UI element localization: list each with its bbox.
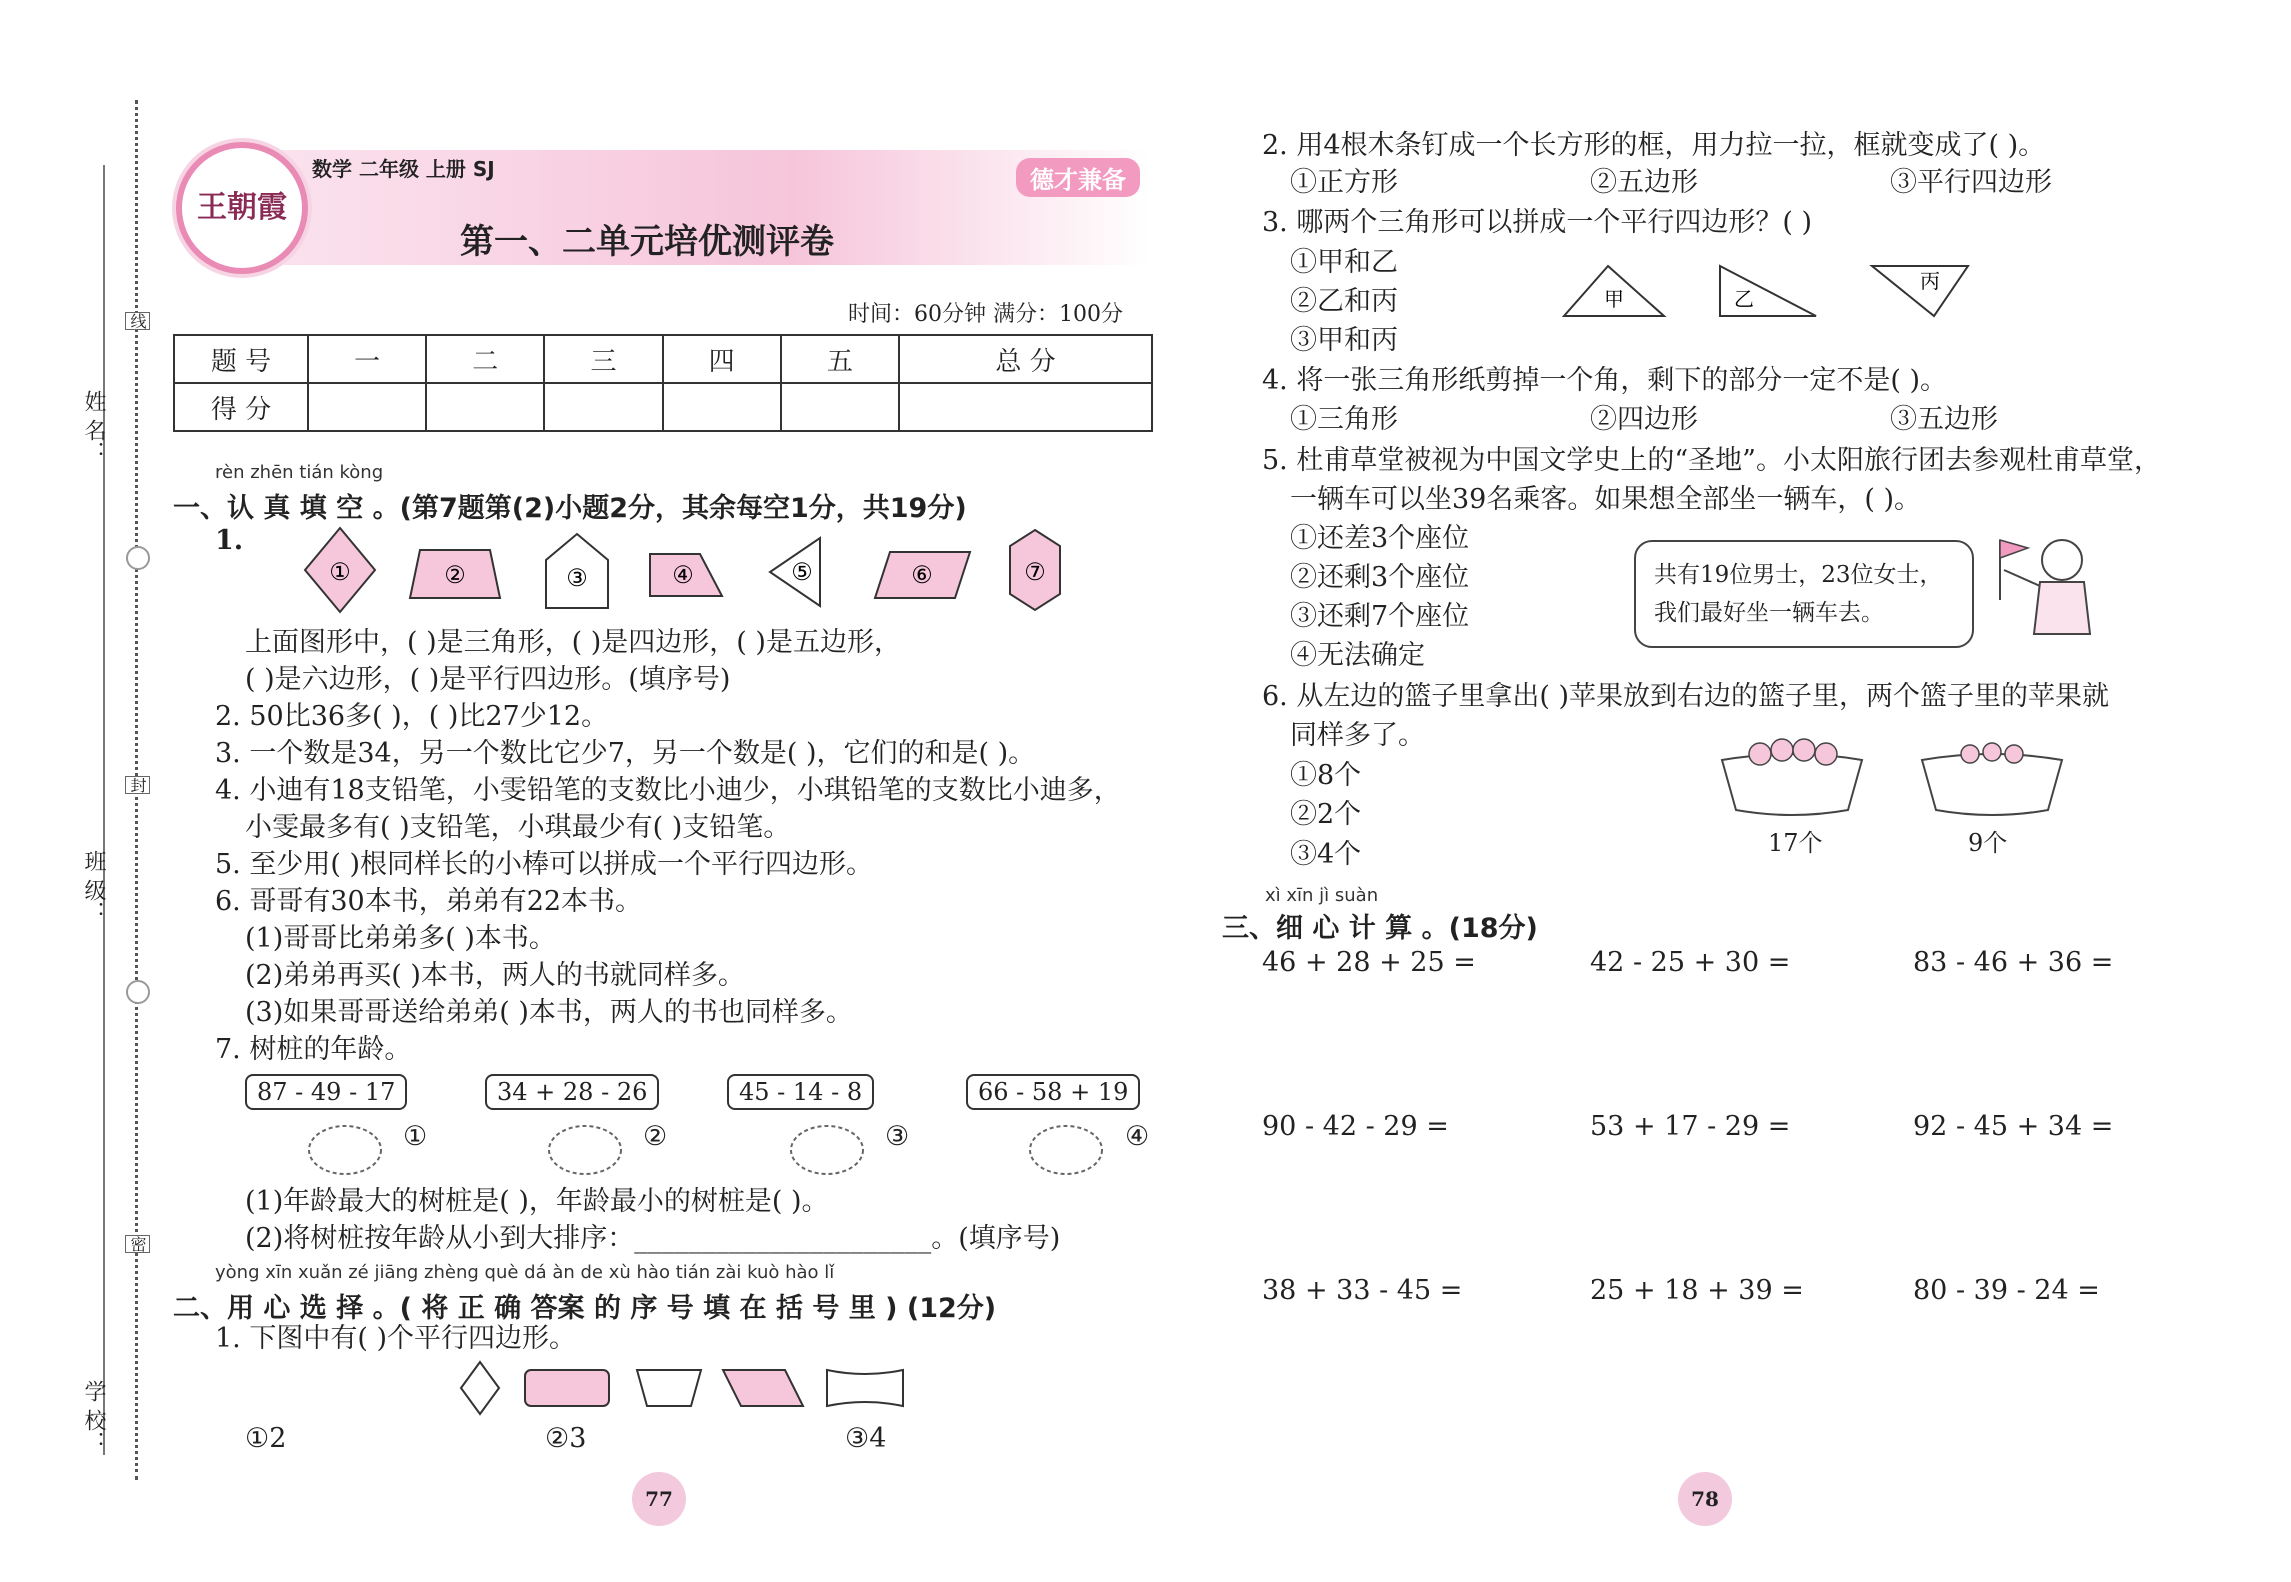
score-header: 三	[544, 335, 662, 383]
sec3-pinyin: xì xīn jì suàn	[1265, 885, 1379, 906]
xian-mark: 线	[125, 312, 150, 330]
page-title: 第一、二单元培优测评卷	[460, 222, 834, 262]
page-number-left: 77	[632, 1472, 686, 1526]
stump-expression: 66 - 58 + 19	[966, 1074, 1140, 1110]
sec1-title: 一、认 真 填 空 。(第7题第(2)小题2分，其余每空1分，共19分)	[173, 493, 967, 524]
subject-line: 数学 二年级 上册 SJ	[312, 157, 495, 181]
score-cell[interactable]	[544, 383, 662, 431]
c3-option[interactable]: ②乙和丙	[1290, 286, 1398, 317]
c5-option[interactable]: ①还差3个座位	[1290, 523, 1470, 554]
c3-stem: 3. 哪两个三角形可以拼成一个平行四边形？( )	[1262, 207, 1812, 238]
sec1-pinyin: rèn zhēn tián kòng	[215, 462, 384, 483]
guide-character-icon	[1980, 530, 2120, 640]
calc-problem: 25 + 18 + 39 =	[1590, 1275, 1804, 1306]
bubble-line: 我们最好坐一辆车去。	[1654, 600, 1884, 626]
binding-hole	[126, 980, 150, 1004]
speech-bubble	[1634, 540, 1974, 648]
c4-option[interactable]: ③五边形	[1890, 404, 1998, 435]
stump-mark: ②	[643, 1121, 668, 1152]
triangle-label: 甲	[1604, 287, 1624, 311]
shape-label: ③	[566, 564, 588, 592]
score-cell[interactable]	[426, 383, 544, 431]
c5-option[interactable]: ③还剩7个座位	[1290, 601, 1470, 632]
c6-option[interactable]: ②2个	[1290, 799, 1362, 830]
score-header: 一	[308, 335, 426, 383]
c6-stem-1: 6. 从左边的篮子里拿出( )苹果放到右边的篮子里，两个篮子里的苹果就	[1262, 681, 2109, 712]
score-header: 四	[663, 335, 781, 383]
calc-problem: 80 - 39 - 24 =	[1913, 1275, 2100, 1306]
sec3-title: 三、细 心 计 算 。(18分)	[1222, 913, 1538, 944]
page-number-right: 78	[1678, 1472, 1732, 1526]
q7-b: (2)将树桩按年龄从小到大排序：______________________。(填序号)	[245, 1223, 1061, 1254]
calc-problem: 92 - 45 + 34 =	[1913, 1111, 2114, 1142]
q1-shapes	[290, 520, 1090, 620]
triangle-label: 乙	[1734, 287, 1754, 311]
feng-mark: 封	[125, 776, 150, 794]
stump-expression: 45 - 14 - 8	[727, 1074, 874, 1110]
score-cell[interactable]	[899, 383, 1152, 431]
score-cell[interactable]	[781, 383, 899, 431]
class-label: 班 级：	[81, 850, 106, 923]
name-field[interactable]	[102, 165, 106, 375]
q6-a: (1)哥哥比弟弟多( )本书。	[245, 923, 556, 954]
c5-option[interactable]: ②还剩3个座位	[1290, 562, 1470, 593]
c6-stem-2: 同样多了。	[1290, 720, 1425, 751]
mi-mark: 密	[125, 1235, 150, 1253]
score-cell[interactable]	[663, 383, 781, 431]
c2-stem: 2. 用4根木条钉成一个长方形的框，用力拉一拉，框就变成了( )。	[1262, 130, 2046, 161]
stump-expression: 87 - 49 - 17	[245, 1074, 407, 1110]
calc-problem: 46 + 28 + 25 =	[1262, 947, 1476, 978]
c5-stem-2: 一辆车可以坐39名乘客。如果想全部坐一辆车，( )。	[1290, 484, 1922, 515]
shape-label: ⑤	[791, 558, 813, 586]
score-header: 题 号	[174, 335, 308, 383]
basket-label: 17个	[1768, 829, 1823, 857]
stump-expression: 34 + 28 - 26	[485, 1074, 659, 1110]
c4-option[interactable]: ①三角形	[1290, 404, 1398, 435]
c1-option[interactable]: ①2	[245, 1423, 287, 1454]
score-row-label: 得 分	[174, 383, 308, 431]
bubble-line: 共有19位男士，23位女士，	[1654, 562, 1943, 588]
stump-mark: ④	[1125, 1121, 1150, 1152]
calc-problem: 83 - 46 + 36 =	[1913, 947, 2114, 978]
q6-c: (3)如果哥哥送给弟弟( )本书，两人的书也同样多。	[245, 997, 853, 1028]
logo-seal: 王朝霞	[176, 142, 308, 274]
shape-label: ②	[444, 561, 466, 589]
score-header: 五	[781, 335, 899, 383]
c1-shapes	[455, 1358, 915, 1418]
calc-problem: 90 - 42 - 29 =	[1262, 1111, 1449, 1142]
c2-option[interactable]: ①正方形	[1290, 167, 1398, 198]
sec2-title: 二、用 心 选 择 。( 将 正 确 答案 的 序 号 填 在 括 号 里 ) (12分)	[173, 1293, 997, 1324]
q4-line2: 小雯最多有( )支铅笔，小琪最少有( )支铅笔。	[245, 812, 791, 843]
binding-hole	[126, 546, 150, 570]
c2-option[interactable]: ②五边形	[1590, 167, 1698, 198]
q5: 5. 至少用( )根同样长的小棒可以拼成一个平行四边形。	[215, 849, 873, 880]
shape-label: ⑥	[911, 561, 933, 589]
score-header: 总 分	[899, 335, 1152, 383]
q3: 3. 一个数是34，另一个数比它少7，另一个数是( )，它们的和是( )。	[215, 738, 1036, 769]
c1-option[interactable]: ③4	[845, 1423, 887, 1454]
badge: 德才兼备	[1016, 158, 1140, 197]
shape-label: ④	[672, 561, 694, 589]
score-cell[interactable]	[308, 383, 426, 431]
basket-label: 9个	[1968, 829, 2008, 857]
calc-problem: 38 + 33 - 45 =	[1262, 1275, 1463, 1306]
c6-option[interactable]: ③4个	[1290, 839, 1362, 870]
q4-line1: 4. 小迪有18支铅笔，小雯铅笔的支数比小迪少，小琪铅笔的支数比小迪多，	[215, 775, 1121, 806]
calc-problem: 42 - 25 + 30 =	[1590, 947, 1791, 978]
c5-stem-1: 5. 杜甫草堂被视为中国文学史上的“圣地”。小太阳旅行团去参观杜甫草堂，	[1262, 445, 2161, 476]
shape-label: ①	[329, 558, 351, 586]
stump-mark: ③	[885, 1121, 910, 1152]
q7-a: (1)年龄最大的树桩是( )，年龄最小的树桩是( )。	[245, 1186, 829, 1217]
c3-triangles	[1560, 262, 1980, 322]
stump-mark: ①	[403, 1121, 428, 1152]
name-label: 姓 名：	[81, 390, 106, 463]
shape-label: ⑦	[1024, 558, 1046, 586]
time-info: 时间：60分钟 满分：100分	[848, 302, 1123, 327]
class-field[interactable]	[102, 630, 106, 840]
q2: 2. 50比36多( )，( )比27少12。	[215, 701, 609, 732]
stump-drawings	[240, 1108, 1160, 1178]
c6-option[interactable]: ①8个	[1290, 760, 1362, 791]
c4-option[interactable]: ②四边形	[1590, 404, 1698, 435]
c3-option[interactable]: ③甲和丙	[1290, 325, 1398, 356]
c1-option[interactable]: ②3	[545, 1423, 587, 1454]
basket-icons	[1720, 730, 2070, 820]
calc-problem: 53 + 17 - 29 =	[1590, 1111, 1791, 1142]
q1-line1: 上面图形中，( )是三角形，( )是四边形，( )是五边形，	[245, 627, 901, 658]
score-table	[173, 334, 1153, 432]
c1-stem: 1. 下图中有( )个平行四边形。	[215, 1323, 576, 1354]
c3-option[interactable]: ①甲和乙	[1290, 247, 1398, 278]
school-label: 学 校：	[81, 1380, 106, 1453]
sec2-pinyin: yòng xīn xuǎn zé jiāng zhèng què dá àn de xù hào tián zài kuò hào lǐ	[215, 1262, 835, 1283]
c2-option[interactable]: ③平行四边形	[1890, 167, 2052, 198]
c4-stem: 4. 将一张三角形纸剪掉一个角，剩下的部分一定不是( )。	[1262, 365, 1947, 396]
q1-line2: ( )是六边形，( )是平行四边形。(填序号)	[245, 664, 731, 695]
q1-number: 1.	[215, 525, 244, 556]
school-field[interactable]	[102, 1095, 106, 1365]
q7-stem: 7. 树桩的年龄。	[215, 1034, 412, 1065]
triangle-label: 丙	[1920, 269, 1940, 293]
c5-option[interactable]: ④无法确定	[1290, 640, 1425, 671]
q6-stem: 6. 哥哥有30本书，弟弟有22本书。	[215, 886, 643, 917]
score-header: 二	[426, 335, 544, 383]
q6-b: (2)弟弟再买( )本书，两人的书就同样多。	[245, 960, 745, 991]
